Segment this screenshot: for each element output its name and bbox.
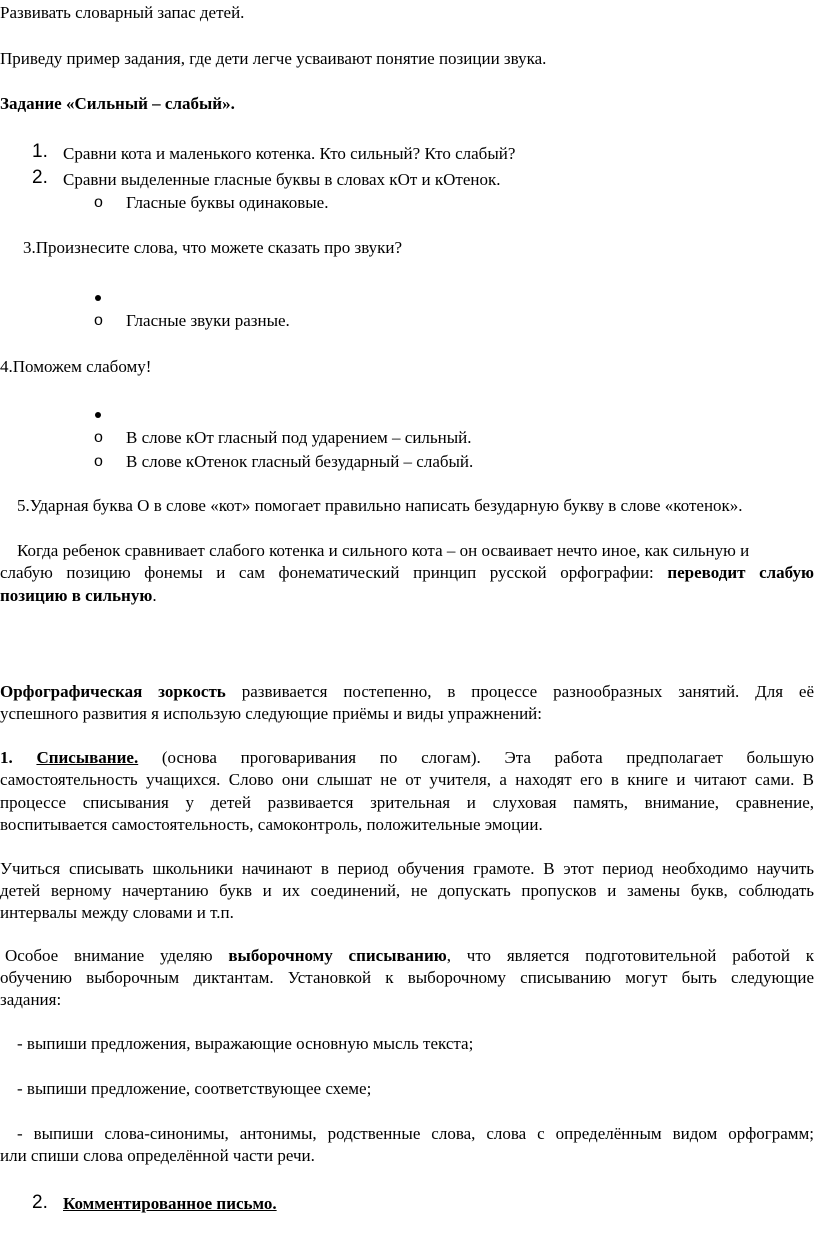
paragraph-line: Учиться списывать школьники начинают в период обучения грамоте. В этот период необходимо научить	[0, 859, 814, 878]
paragraph-line: Когда ребенок сравнивает слабого котенка и сильного кота – он осваивает нечто иное, как сильную и	[17, 541, 750, 560]
bold-text: Орфографическая зоркость	[0, 682, 226, 701]
list-item: Сравни кота и маленького котенка. Кто сильный? Кто слабый?	[63, 144, 516, 163]
bold-text: выборочному списыванию	[228, 946, 447, 965]
task-title	[0, 94, 235, 114]
text-span: (основа проговаривания по слогам). Эта работа предполагает большую	[161, 748, 814, 767]
sub-bullet-marker: o	[94, 194, 103, 211]
bullet-dot-icon	[95, 412, 101, 418]
paragraph-line	[0, 748, 814, 768]
dash-item: - выпиши предложение, соответствующее схеме;	[17, 1079, 372, 1098]
paragraph-line	[0, 586, 157, 606]
paragraph-line: интервалы между словами и т.п.	[0, 903, 234, 922]
paragraph-line: процессе списывания у детей развивается зрительная и слуховая память, внимание, сравнение,	[0, 793, 814, 812]
section-title-text: Комментированное письмо.	[63, 1194, 277, 1213]
bold-text: переводит слабую	[667, 563, 814, 582]
sub-item: Гласные буквы одинаковые.	[126, 193, 329, 212]
dash-item-continuation: или спиши слова определённой части речи.	[0, 1146, 315, 1165]
section-number: 1.	[0, 748, 13, 767]
sub-bullet-marker: o	[94, 312, 103, 329]
paragraph-line: задания:	[0, 990, 62, 1009]
text-span: .	[152, 586, 157, 605]
task-title-text: Задание «Сильный – слабый».	[0, 94, 235, 113]
paragraph-line	[0, 563, 814, 583]
list-item-3: 3.Произнесите слова, что можете сказать про звуки?	[23, 238, 403, 257]
paragraph-line	[0, 682, 814, 702]
list-number: 2.	[32, 1192, 48, 1213]
text-span: слабую позицию фонемы и сам фонематический принцип русской орфографии:	[0, 563, 654, 582]
text-span: , что является подготовительной работой к	[446, 946, 815, 965]
paragraph-line: самостоятельность учащихся. Слово они слышат не от учителя, а находят его в книге и читают сами. В	[0, 770, 814, 789]
text-span: Особое внимание уделяю	[5, 946, 213, 965]
paragraph-intro: Развивать словарный запас детей.	[0, 3, 245, 22]
sub-item: В слове кОт гласный под ударением – сильный.	[126, 428, 472, 447]
paragraph-line: успешного развития я использую следующие приёмы и виды упражнений:	[0, 704, 542, 723]
sub-item: Гласные звуки разные.	[126, 311, 290, 330]
list-number: 1.	[32, 141, 48, 162]
list-item-4: 4.Поможем слабому!	[0, 357, 152, 376]
sub-item: В слове кОтенок гласный безударный – слабый.	[126, 452, 474, 471]
paragraph-line: детей верному начертанию букв и их соединений, не допускать пропусков и замены букв, соблюдать	[0, 881, 814, 900]
dash-item: - выпиши слова-синонимы, антонимы, родственные слова, слова с определённым видом орфограмм;	[17, 1124, 814, 1143]
list-number: 2.	[32, 167, 48, 188]
section-title: Списывание.	[36, 748, 139, 767]
paragraph-line: воспитывается самостоятельность, самоконтроль, положительные эмоции.	[0, 815, 543, 834]
dash-item: - выпиши предложения, выражающие основную мысль текста;	[17, 1034, 474, 1053]
text-span: развивается постепенно, в процессе разнообразных занятий. Для её	[241, 682, 815, 701]
list-item-5: 5.Ударная буква О в слове «кот» помогает правильно написать безударную букву в слове «котенок».	[17, 496, 743, 515]
sub-bullet-marker: o	[94, 453, 103, 470]
bullet-dot-icon	[95, 295, 101, 301]
paragraph-example: Приведу пример задания, где дети легче усваивают понятие позиции звука.	[0, 49, 547, 68]
bold-text: позицию в сильную	[0, 586, 153, 605]
section-title	[63, 1194, 277, 1214]
sub-bullet-marker: o	[94, 429, 103, 446]
paragraph-line	[5, 946, 814, 966]
list-item: Сравни выделенные гласные буквы в словах кОт и кОтенок.	[63, 170, 501, 189]
paragraph-line: обучению выборочным диктантам. Установкой к выборочному списыванию могут быть следующие	[0, 968, 814, 987]
